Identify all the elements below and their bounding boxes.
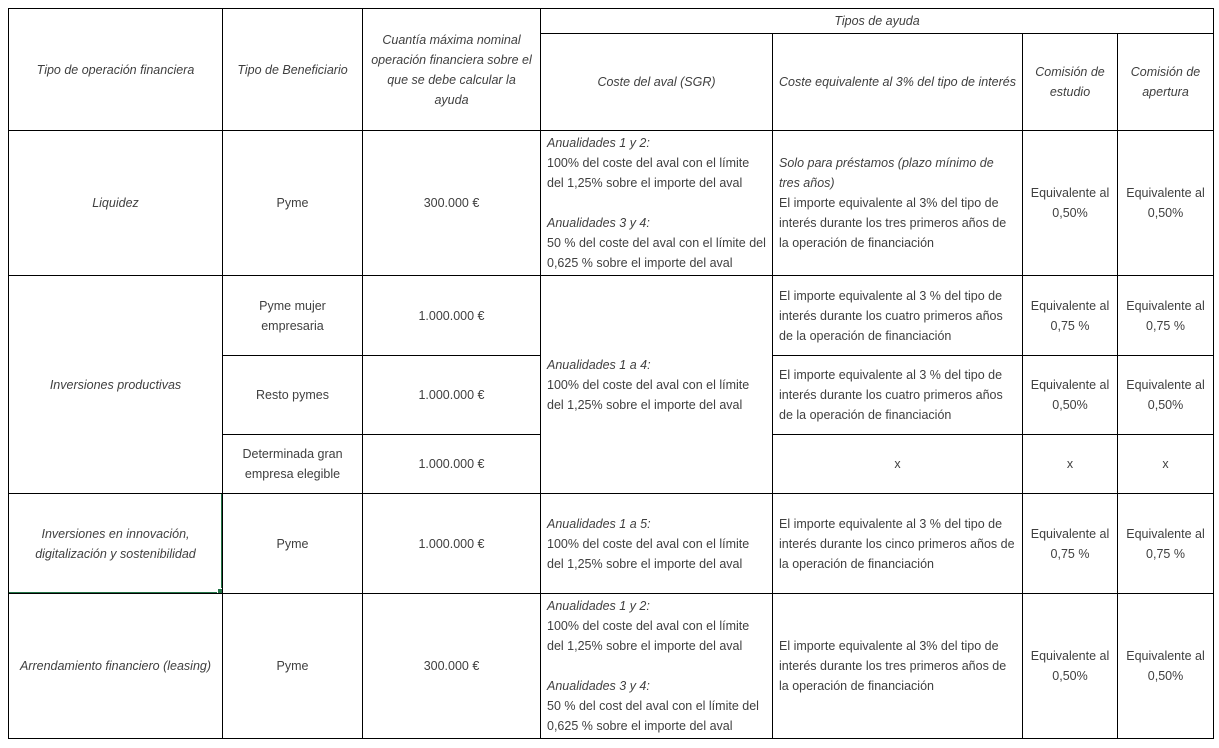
productivas-aval-anualidades-texto: 100% del coste del aval con el límite del 1,25% sobre el importe del aval [547, 377, 750, 412]
liquidez-beneficiario-label: Pyme [276, 196, 309, 210]
liquidez-aval-anualidades-1-2-texto: 100% del coste del aval con el límite del 1,25% sobre el importe del aval [547, 156, 750, 190]
cell-innovacion-apertura[interactable] [1118, 494, 1214, 594]
leasing-apertura-value: Equivalente al 0,50% [1126, 649, 1205, 683]
cell-liquidez-tipo[interactable] [9, 131, 223, 276]
productivas-tipo-label: Inversiones productivas [49, 377, 182, 392]
innovacion-beneficiario-label: Pyme [276, 536, 309, 551]
cell-leasing-estudio[interactable] [1023, 594, 1118, 739]
liquidez-equivalente-nota: Solo para préstamos (plazo mínimo de tres años) [779, 156, 994, 190]
cell-mujer-equivalente[interactable] [773, 276, 1023, 356]
header-comision-apertura[interactable] [1118, 34, 1214, 131]
header-cuantia-maxima-label: Cuantía máxima nominal operación financiera sobre el que se debe calcular la ayuda [371, 32, 532, 107]
cell-productivas-coste-aval[interactable] [541, 276, 773, 494]
innovacion-aval-anualidades-texto: 100% del coste del aval con el límite del 1,25% sobre el importe del aval [547, 536, 750, 571]
cell-gran-equivalente[interactable] [773, 435, 1023, 494]
cell-innovacion-estudio[interactable] [1023, 494, 1118, 594]
header-tipos-ayuda-label: Tipos de ayuda [834, 14, 920, 28]
liquidez-tipo-label: Liquidez [92, 196, 139, 210]
header-coste-equivalente[interactable] [773, 34, 1023, 131]
resto-equivalente-texto: El importe equivalente al 3 % del tipo de interés durante los cuatro primeros años de la operación de financiación [779, 368, 1003, 422]
cell-innovacion-coste-aval[interactable] [541, 494, 773, 594]
mujer-estudio-value: Equivalente al 0,75 % [1030, 298, 1110, 333]
leasing-tipo-label: Arrendamiento financiero (leasing) [19, 659, 212, 673]
leasing-aval-anualidades-3-4-titulo: Anualidades 3 y 4: [547, 679, 650, 693]
cell-mujer-estudio[interactable] [1023, 276, 1118, 356]
cell-gran-apertura[interactable] [1118, 435, 1214, 494]
productivas-aval-anualidades-titulo: Anualidades 1 a 4: [547, 357, 651, 372]
header-coste-aval[interactable] [541, 34, 773, 131]
resto-estudio-value: Equivalente al 0,50% [1030, 378, 1110, 412]
header-coste-equivalente-label: Coste equivalente al 3% del tipo de interés [779, 75, 1016, 89]
gran-beneficiario-label: Determinada gran empresa elegible [242, 447, 343, 481]
cell-innovacion-tipo[interactable] [9, 494, 223, 594]
header-comision-estudio[interactable] [1023, 34, 1118, 131]
leasing-aval-anualidades-3-4-texto: 50 % del cost del aval con el límite del 0,625 % sobre el importe del aval [547, 699, 759, 733]
header-tipo-beneficiario[interactable] [223, 9, 363, 131]
innovacion-apertura-value: Equivalente al 0,75 % [1126, 526, 1205, 561]
header-coste-aval-label: Coste del aval (SGR) [597, 75, 716, 89]
gran-cuantia-value: 1.000.000 € [418, 457, 485, 471]
header-tipo-operacion[interactable] [9, 9, 223, 131]
cell-liquidez-estudio[interactable] [1023, 131, 1118, 276]
cell-innovacion-equivalente[interactable] [773, 494, 1023, 594]
cell-leasing-coste-aval[interactable] [541, 594, 773, 739]
leasing-beneficiario-label: Pyme [276, 659, 309, 673]
innovacion-tipo-label: Inversiones en innovación, digitalización y sostenibilidad [35, 526, 196, 561]
leasing-equivalente-texto: El importe equivalente al 3% del tipo de interés durante los tres primeros años de la operación de financiación [779, 639, 1007, 693]
cell-liquidez-apertura[interactable] [1118, 131, 1214, 276]
cell-innovacion-cuantia[interactable] [363, 494, 541, 594]
cell-selection-border [9, 494, 223, 594]
cell-resto-beneficiario[interactable] [223, 356, 363, 435]
cell-leasing-equivalente[interactable] [773, 594, 1023, 739]
mujer-apertura-value: Equivalente al 0,75 % [1126, 298, 1205, 333]
cell-resto-equivalente[interactable] [773, 356, 1023, 435]
cell-leasing-beneficiario[interactable] [223, 594, 363, 739]
cell-gran-cuantia[interactable] [363, 435, 541, 494]
liquidez-aval-anualidades-1-2-titulo: Anualidades 1 y 2: [547, 136, 650, 150]
liquidez-cuantia-value: 300.000 € [423, 196, 480, 210]
cell-gran-estudio[interactable] [1023, 435, 1118, 494]
cell-productivas-tipo[interactable] [9, 276, 223, 494]
liquidez-equivalente-texto: El importe equivalente al 3% del tipo de interés durante los tres primeros años de la operación de financiación [779, 196, 1007, 250]
cell-liquidez-cuantia[interactable] [363, 131, 541, 276]
cell-gran-beneficiario[interactable] [223, 435, 363, 494]
liquidez-estudio-value: Equivalente al 0,50% [1030, 186, 1110, 220]
mujer-cuantia-value: 1.000.000 € [418, 308, 485, 323]
header-comision-apertura-label: Comisión de apertura [1130, 65, 1201, 99]
mujer-equivalente-texto: El importe equivalente al 3 % del tipo de interés durante los cuatro primeros años de la operación de financiación [779, 288, 1003, 343]
innovacion-cuantia-value: 1.000.000 € [418, 536, 485, 551]
header-cuantia-maxima[interactable] [363, 9, 541, 131]
resto-cuantia-value: 1.000.000 € [418, 388, 485, 402]
gran-estudio-x-mark: x [1066, 457, 1074, 471]
leasing-estudio-value: Equivalente al 0,50% [1030, 649, 1110, 683]
cell-resto-cuantia[interactable] [363, 356, 541, 435]
resto-apertura-value: Equivalente al 0,50% [1126, 378, 1205, 412]
leasing-aval-anualidades-1-2-titulo: Anualidades 1 y 2: [547, 599, 650, 613]
cell-leasing-apertura[interactable] [1118, 594, 1214, 739]
selection-fill-handle[interactable] [217, 588, 223, 594]
header-tipo-operacion-label: Tipo de operación financiera [36, 62, 195, 77]
mujer-beneficiario-label: Pyme mujer empresaria [259, 298, 326, 333]
liquidez-aval-anualidades-3-4-titulo: Anualidades 3 y 4: [547, 216, 650, 230]
cell-liquidez-coste-aval[interactable] [541, 131, 773, 276]
gran-apertura-x-mark: x [1162, 457, 1169, 471]
innovacion-aval-anualidades-titulo: Anualidades 1 a 5: [547, 516, 651, 531]
leasing-cuantia-value: 300.000 € [423, 659, 480, 673]
cell-leasing-tipo[interactable] [9, 594, 223, 739]
cell-mujer-beneficiario[interactable] [223, 276, 363, 356]
innovacion-estudio-value: Equivalente al 0,75 % [1030, 526, 1110, 561]
header-tipos-ayuda[interactable] [541, 9, 1214, 34]
header-comision-estudio-label: Comisión de estudio [1035, 65, 1105, 99]
liquidez-aval-anualidades-3-4-texto: 50 % del coste del aval con el límite del 0,625 % sobre el importe del aval [547, 236, 766, 270]
header-tipo-beneficiario-label: Tipo de Beneficiario [237, 62, 348, 77]
leasing-aval-anualidades-1-2-texto: 100% del coste del aval con el límite del 1,25% sobre el importe del aval [547, 619, 750, 653]
liquidez-apertura-value: Equivalente al 0,50% [1126, 186, 1205, 220]
innovacion-equivalente-texto: El importe equivalente al 3 % del tipo de interés durante los cinco primeros años de la operación de financiación [779, 516, 1015, 571]
cell-mujer-cuantia[interactable] [363, 276, 541, 356]
resto-beneficiario-label: Resto pymes [256, 388, 329, 402]
cell-leasing-cuantia[interactable] [363, 594, 541, 739]
cell-liquidez-equivalente[interactable] [773, 131, 1023, 276]
cell-mujer-apertura[interactable] [1118, 276, 1214, 356]
gran-equivalente-x-mark: x [894, 457, 901, 471]
financial-aid-table [8, 8, 1214, 739]
cell-resto-estudio[interactable] [1023, 356, 1118, 435]
cell-liquidez-beneficiario[interactable] [223, 131, 363, 276]
cell-innovacion-beneficiario[interactable] [223, 494, 363, 594]
cell-resto-apertura[interactable] [1118, 356, 1214, 435]
